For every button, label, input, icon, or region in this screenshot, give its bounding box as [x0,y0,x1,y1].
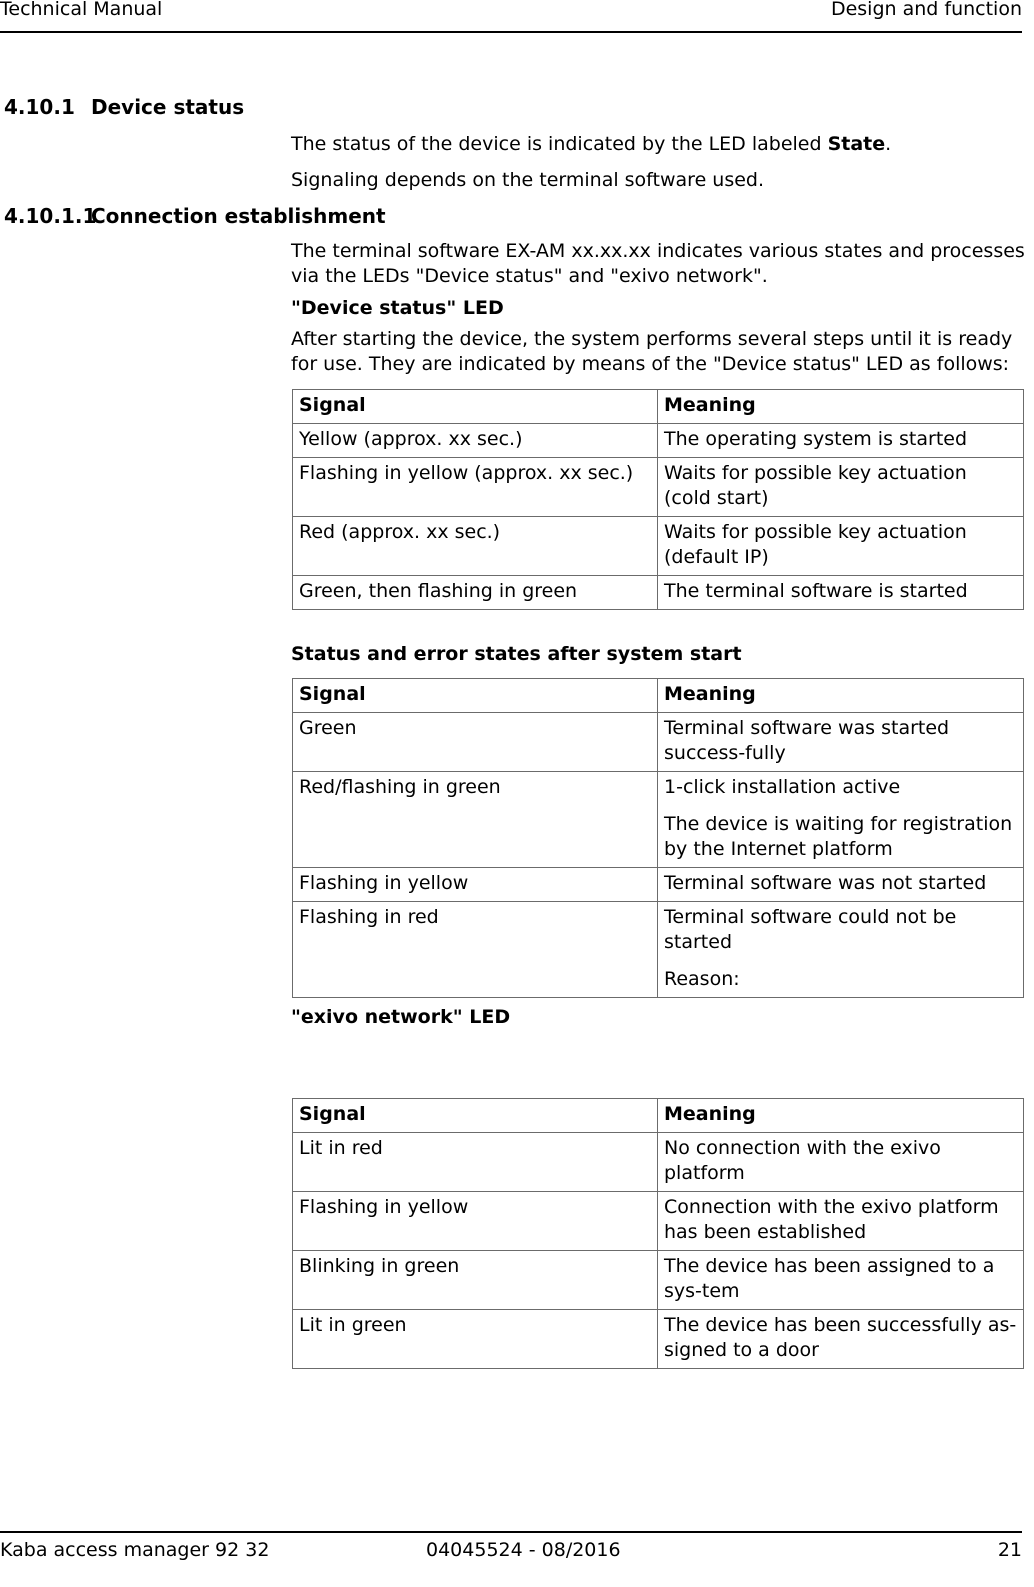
intro-text: The status of the device is indicated by the LED labeled [291,133,828,155]
meaning-cell: The terminal software is started [658,576,1024,610]
footer-product: Kaba access manager 92 32 [0,1539,270,1561]
page-header [0,0,1022,33]
signal-cell: Flashing in yellow [293,868,658,902]
footer-document-number: 04045524 - 08/2016 [426,1539,621,1561]
signal-cell: Flashing in red [293,902,658,998]
signal-cell: Red (approx. xx sec.) [293,517,658,576]
intro-punct: . [885,133,892,155]
section-number: 4.10.1 [4,95,75,119]
meaning-line: 1-click installation active [664,776,901,798]
meaning-cell [658,772,1024,868]
table-row [293,1192,1024,1251]
column-header-meaning: Meaning [658,390,1024,424]
meaning-cell: Waits for possible key actuation (cold start) [658,458,1024,517]
table-header-row [293,390,1024,424]
header-chapter-title: Design and function [830,0,1022,20]
meaning-cell: Terminal software was started success-fully [658,713,1024,772]
subsection-heading [4,204,424,230]
network-led-table [292,1098,1024,1369]
section-title: Device status [91,95,245,119]
table-row [293,902,1024,998]
device-led-description: After starting the device, the system performs several steps until it is ready for use. They are indicated by means of the "Device status" LED as follows: [291,328,1013,375]
footer-page-number: 21 [997,1539,1022,1561]
section-heading [4,95,404,121]
column-header-signal: Signal [293,679,658,713]
meaning-cell: No connection with the exivo platform [658,1133,1024,1192]
device-status-table [292,389,1024,610]
meaning-cell: The operating system is started [658,424,1024,458]
signal-cell: Blinking in green [293,1251,658,1310]
status-error-heading: Status and error states after system start [291,643,742,665]
table-row [293,1133,1024,1192]
header-manual-title: Technical Manual [0,0,163,20]
intro-paragraph-2: Signaling depends on the terminal software used. [291,169,765,191]
meaning-cell [658,902,1024,998]
meaning-cell: The device has been assigned to a sys-tem [658,1251,1024,1310]
network-led-heading: "exivo network" LED [291,1006,511,1028]
intro-paragraph-1 [291,132,1026,157]
signal-cell: Green [293,713,658,772]
table-header-row [293,679,1024,713]
meaning-line: Terminal software could not be started [664,906,957,953]
meaning-line: Reason: [664,968,740,990]
table-row [293,713,1024,772]
column-header-signal: Signal [293,390,658,424]
table-row [293,772,1024,868]
column-header-meaning: Meaning [658,1099,1024,1133]
table-row [293,517,1024,576]
table-header-row [293,1099,1024,1133]
table-row [293,576,1024,610]
status-error-table [292,678,1024,998]
subsection-intro: The terminal software EX-AM xx.xx.xx indicates various states and processes via the LEDs "Device status" and "exivo network". [291,240,1025,287]
signal-cell: Red/flashing in green [293,772,658,868]
meaning-cell: Connection with the exivo platform has been established [658,1192,1024,1251]
table-row [293,868,1024,902]
meaning-cell: Terminal software was not started [658,868,1024,902]
column-header-meaning: Meaning [658,679,1024,713]
signal-cell: Green, then flashing in green [293,576,658,610]
device-led-heading: "Device status" LED [291,297,504,319]
subsection-number: 4.10.1.1 [4,204,97,228]
table-row [293,424,1024,458]
column-header-signal: Signal [293,1099,658,1133]
table-row [293,458,1024,517]
state-label: State [827,133,886,155]
subsection-title: Connection establishment [91,204,386,228]
signal-cell: Flashing in yellow (approx. xx sec.) [293,458,658,517]
meaning-line: The device is waiting for registration by the Internet platform [664,813,1013,860]
table-row [293,1251,1024,1310]
signal-cell: Lit in green [293,1310,658,1369]
table-row [293,1310,1024,1369]
signal-cell: Yellow (approx. xx sec.) [293,424,658,458]
page-footer [0,1531,1022,1587]
signal-cell: Flashing in yellow [293,1192,658,1251]
meaning-cell: Waits for possible key actuation (default IP) [658,517,1024,576]
meaning-cell: The device has been successfully as-signed to a door [658,1310,1024,1369]
signal-cell: Lit in red [293,1133,658,1192]
